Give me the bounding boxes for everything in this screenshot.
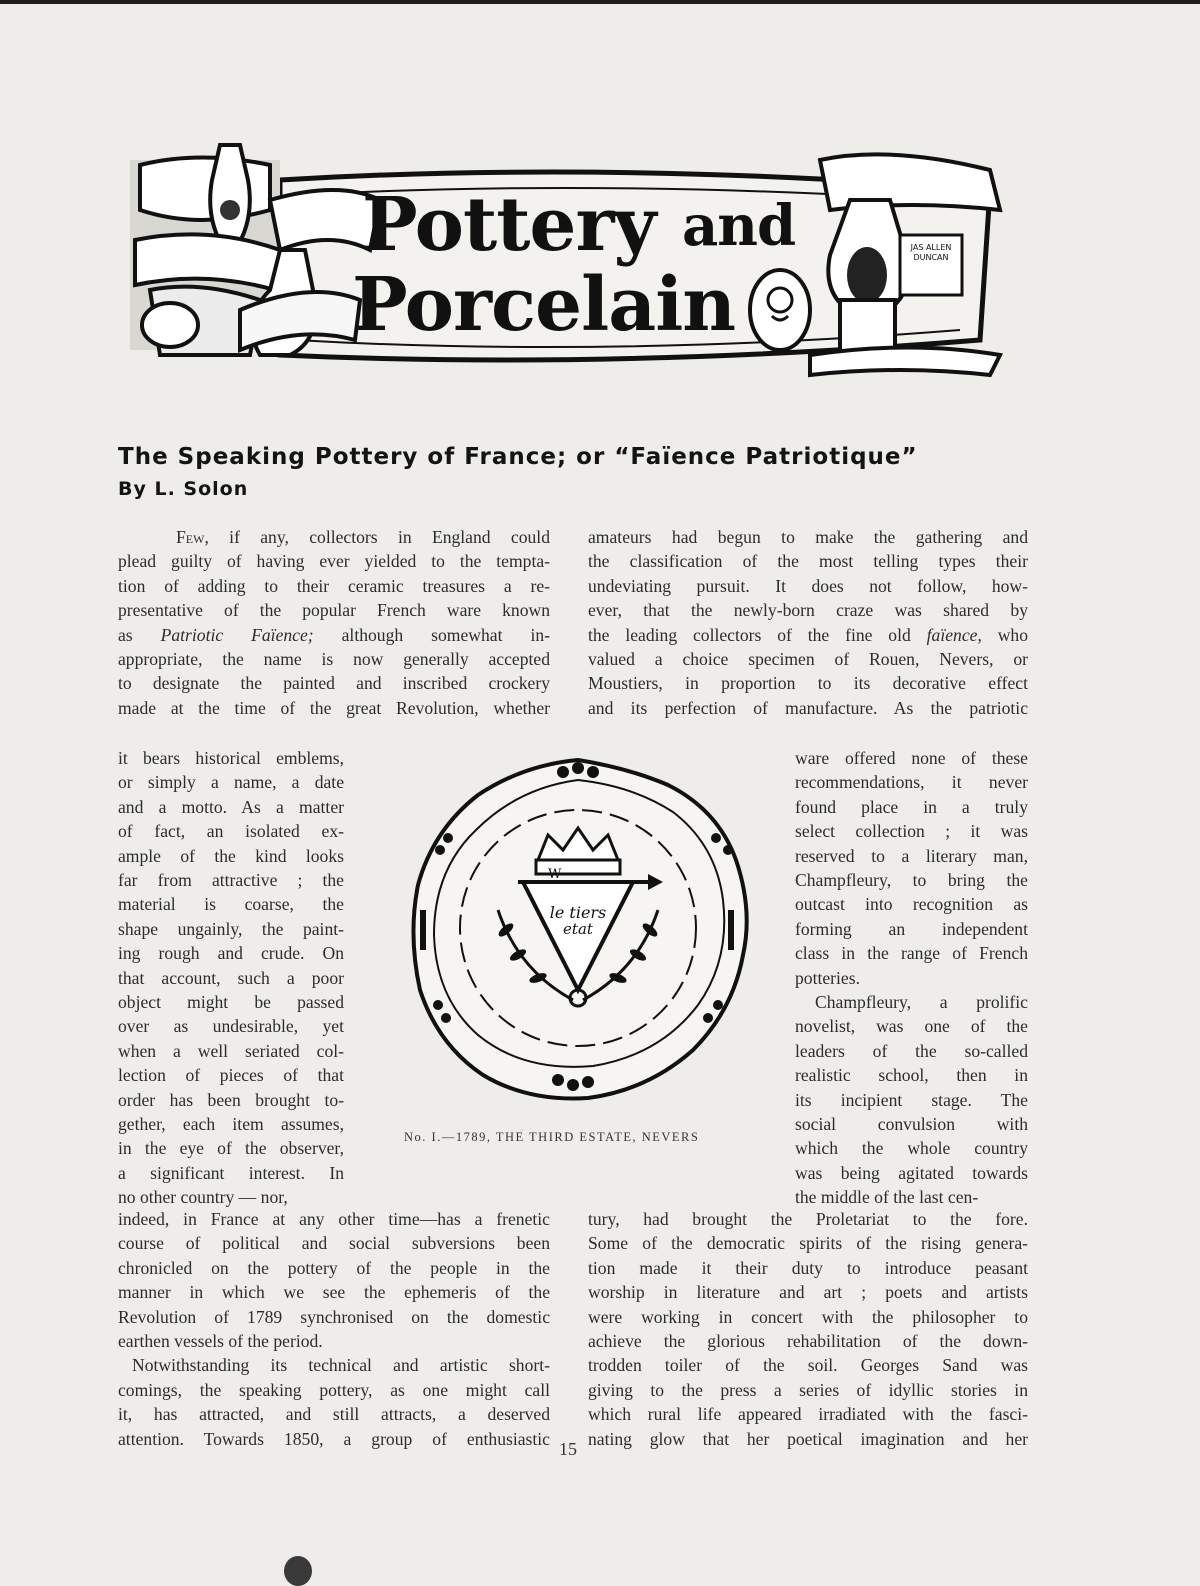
- text-line: no other country — nor,: [118, 1187, 288, 1208]
- text-line: order has been brought to-: [118, 1089, 344, 1110]
- figure-caption: No. I.—1789, THE THIRD ESTATE, NEVERS: [404, 1130, 700, 1144]
- text-line: that account, such a poor: [118, 967, 344, 988]
- text-line: manner in which we see the ephemeris of the: [118, 1282, 550, 1303]
- text-line: the middle of the last cen-: [795, 1187, 979, 1208]
- text-line: were working in concert with the philosopher to: [588, 1306, 1028, 1327]
- text-line: forming an independent: [795, 918, 1028, 939]
- text-line: earthen vessels of the period.: [118, 1331, 323, 1351]
- text-line: nating glow that her poetical imagination and her: [588, 1428, 1028, 1449]
- text-line: novelist, was one of the: [795, 1016, 1028, 1037]
- text-line: valued a choice specimen of Rouen, Nevers, or: [588, 649, 1028, 669]
- text-line: its incipient stage. The: [795, 1089, 1028, 1110]
- artist-mark: JAS ALLEN DUNCAN: [910, 243, 952, 262]
- text-line: over as undesirable, yet: [118, 1016, 344, 1037]
- text-line: the classification of the most telling types their: [588, 551, 1028, 572]
- text-line: tion made it their duty to introduce peasant: [588, 1257, 1028, 1278]
- text-line: far from attractive ; the: [118, 870, 344, 890]
- top-rule: [0, 0, 1200, 4]
- text-line: achieve the glorious rehabilitation of the down-: [588, 1331, 1028, 1351]
- text-line: of fact, an isolated ex-: [118, 821, 344, 842]
- text-line: was being agitated towards: [795, 1162, 1028, 1183]
- text-line: amateurs had begun to make the gathering and: [588, 527, 1028, 547]
- text-line: made at the time of the great Revolution, whether: [118, 697, 550, 718]
- text-line: lection of pieces of that: [118, 1065, 344, 1086]
- text-line: ware offered none of these: [795, 748, 1028, 768]
- text-line: class in the range of French: [795, 943, 1028, 964]
- text-line: and its perfection of manufacture. As the patriotic: [588, 697, 1028, 718]
- article-title: The Speaking Pottery of France; or “Faïence Patriotique”: [118, 444, 918, 470]
- plate-inscription-line2: etat: [563, 920, 593, 938]
- text-line: chronicled on the pottery of the people in the: [118, 1257, 550, 1278]
- text-line: presentative of the popular French ware known: [118, 600, 550, 621]
- text-line: leaders of the so-called: [795, 1040, 1028, 1061]
- text-line: undeviating pursuit. It does not follow, how-: [588, 575, 1028, 596]
- text-line: plead guilty of having ever yielded to the tempta-: [118, 551, 550, 572]
- plate-illustration: [398, 750, 758, 1110]
- text-line: shape ungainly, the paint-: [118, 918, 344, 939]
- text-line: course of political and social subversions been: [118, 1233, 550, 1254]
- text-line: found place in a truly: [795, 796, 1028, 817]
- text-line: select collection ; it was: [795, 821, 1028, 842]
- text-line: appropriate, the name is now generally accepted: [118, 649, 550, 669]
- text-line: gether, each item assumes,: [118, 1114, 344, 1134]
- text-line: which rural life appeared irradiated with the fasci-: [588, 1404, 1028, 1425]
- byline: By L. Solon: [118, 478, 249, 500]
- text-line: attention. Towards 1850, a group of enthusiastic: [118, 1428, 550, 1449]
- text-line: to designate the painted and inscribed crockery: [118, 673, 550, 694]
- text-line: it, has attracted, and still attracts, a deserved: [118, 1404, 550, 1425]
- text-line: recommendations, it never: [795, 772, 1028, 793]
- text-line: when a well seriated col-: [118, 1040, 344, 1061]
- banner-title-pottery: Pottery: [362, 182, 656, 268]
- text-line: and a motto. As a matter: [118, 796, 344, 817]
- text-line: ing rough and crude. On: [118, 943, 344, 964]
- text-line: Champfleury, a prolific: [815, 992, 1028, 1012]
- text-line: potteries.: [795, 967, 860, 988]
- text-line: indeed, in France at any other time—has a frenetic: [118, 1209, 550, 1229]
- plate-inscription-line1: le tiers: [549, 903, 607, 922]
- text-line: Revolution of 1789 synchronised on the domestic: [118, 1306, 550, 1327]
- text-line: Champfleury, to bring the: [795, 870, 1028, 890]
- text-line: which the whole country: [795, 1138, 1028, 1159]
- banner-title-porcelain: Porcelain: [352, 262, 736, 348]
- text-line: reserved to a literary man,: [795, 845, 1028, 866]
- header-banner: [130, 140, 1010, 380]
- text-line: the leading collectors of the fine old faïence, who: [588, 624, 1028, 645]
- text-line: Some of the democratic spirits of the rising genera-: [588, 1233, 1028, 1254]
- text-line: Moustiers, in proportion to its decorative effect: [588, 673, 1028, 694]
- ink-blot: [284, 1556, 312, 1586]
- text-line: Few, if any, collectors in England could: [176, 527, 550, 547]
- banner-title-and: and: [682, 193, 796, 259]
- plate-drawing: [398, 750, 758, 1110]
- text-line: giving to the press a series of idyllic stories in: [588, 1379, 1028, 1400]
- text-line: in the eye of the observer,: [118, 1138, 344, 1159]
- text-line: material is coarse, the: [118, 894, 344, 915]
- text-line: tury, had brought the Proletariat to the fore.: [588, 1209, 1028, 1229]
- text-line: social convulsion with: [795, 1114, 1028, 1134]
- page-number: 15: [559, 1439, 577, 1459]
- text-line: comings, the speaking pottery, as one might call: [118, 1379, 550, 1400]
- text-line: object might be passed: [118, 992, 344, 1012]
- text-line: realistic school, then in: [795, 1065, 1028, 1086]
- text-line: outcast into recognition as: [795, 894, 1028, 915]
- text-line: Notwithstanding its technical and artistic short-: [132, 1355, 550, 1376]
- text-line: a significant interest. In: [118, 1162, 344, 1183]
- text-line: worship in literature and art ; poets and artists: [588, 1282, 1028, 1303]
- text-line: it bears historical emblems,: [118, 748, 344, 768]
- text-line: ample of the kind looks: [118, 845, 344, 866]
- plate-letter: W: [548, 867, 562, 882]
- text-line: or simply a name, a date: [118, 772, 344, 793]
- text-line: as Patriotic Faïence; although somewhat in-: [118, 624, 550, 645]
- text-line: tion of adding to their ceramic treasures a re-: [118, 575, 550, 596]
- text-line: ever, that the newly-born craze was shared by: [588, 600, 1028, 621]
- text-line: trodden toiler of the soil. Georges Sand was: [588, 1355, 1028, 1376]
